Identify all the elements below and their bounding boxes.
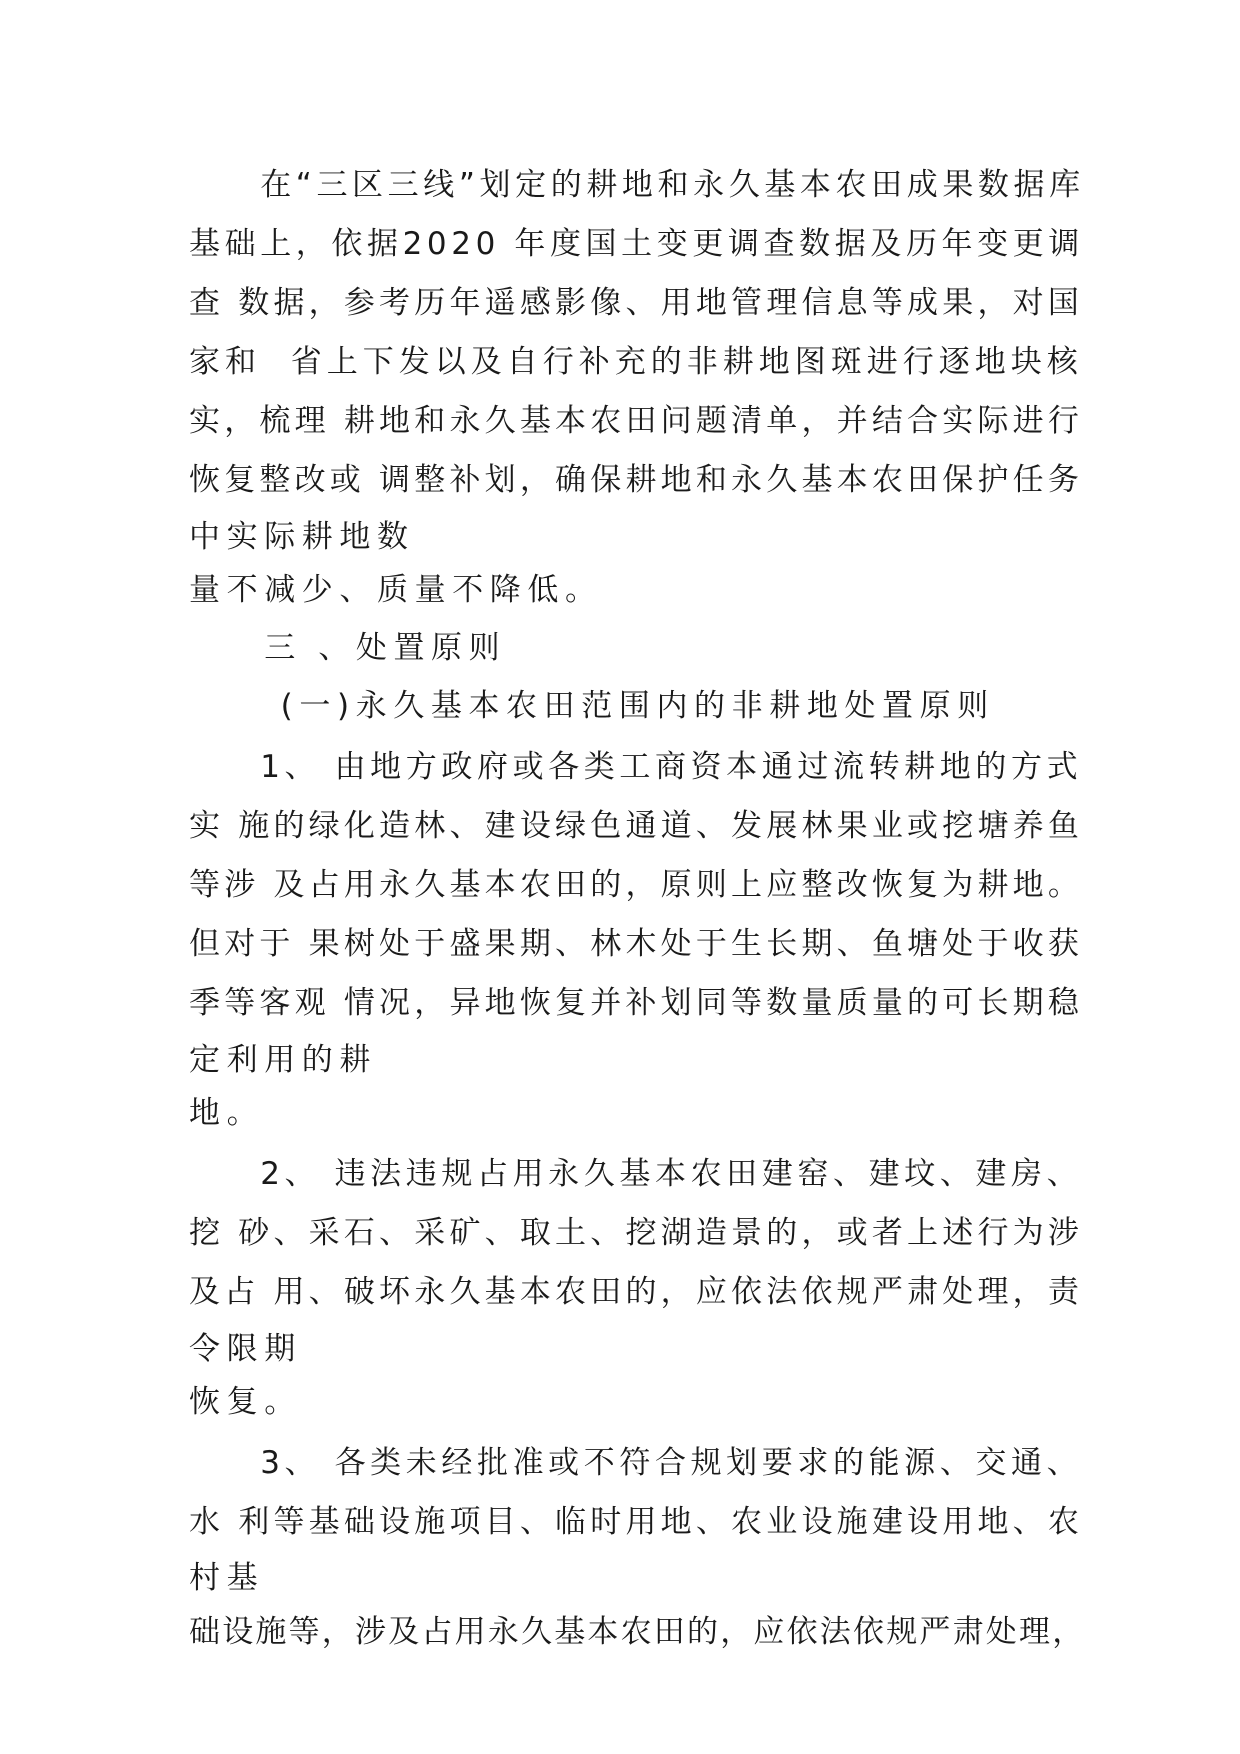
text-line: 但对于 果树处于盛果期、林木处于生长期、鱼塘处于收获 — [189, 926, 1084, 962]
text-line: 1、 由地方政府或各类工商资本通过流转耕地的方式 — [189, 749, 1083, 785]
text-line: 恢复整改或 调整补划，确保耕地和永久基本农田保护任务 — [189, 462, 1084, 498]
text-line: 基础上，依据2020 年度国土变更调查数据及历年变更调 — [189, 226, 1084, 262]
text-line: 定利用的耕 — [189, 1042, 377, 1078]
text-line: 挖 砂、采石、采矿、取土、挖湖造景的，或者上述行为涉 — [189, 1215, 1084, 1251]
section-heading: 三 、处置原则 — [189, 630, 507, 666]
text-line: 实 施的绿化造林、建设绿色通道、发展林果业或挖塘养鱼 — [189, 808, 1084, 844]
text-line: 令限期 — [189, 1331, 302, 1367]
subsection-heading: (一)永久基本农田范围内的非耕地处置原则 — [189, 688, 995, 724]
text-line: 及占 用、破坏永久基本农田的，应依法依规严肃处理，责 — [189, 1274, 1084, 1310]
text-line: 在“三区三线”划定的耕地和永久基本农田成果数据库 — [189, 167, 1085, 203]
text-line: 村基 — [189, 1560, 265, 1596]
text-line: 家和 省上下发以及自行补充的非耕地图斑进行逐地块核 — [189, 344, 1083, 380]
text-line: 地。 — [189, 1095, 265, 1131]
text-line: 查 数据，参考历年遥感影像、用地管理信息等成果，对国 — [189, 285, 1084, 321]
text-line: 等涉 及占用永久基本农田的，原则上应整改恢复为耕地。 — [189, 867, 1084, 903]
text-line: 水 利等基础设施项目、临时用地、农业设施建设用地、农 — [189, 1504, 1084, 1540]
text-line: 础设施等，涉及占用永久基本农田的，应依法依规严肃处理， — [189, 1614, 1086, 1650]
text-line: 实，梳理 耕地和永久基本农田问题清单，并结合实际进行 — [189, 403, 1084, 439]
text-line: 季等客观 情况，异地恢复并补划同等数量质量的可长期稳 — [189, 985, 1084, 1021]
text-line: 量不减少、质量不降低。 — [189, 572, 603, 608]
text-line: 恢复。 — [189, 1384, 302, 1420]
text-line: 中实际耕地数 — [189, 519, 415, 555]
text-line: 3、 各类未经批准或不符合规划要求的能源、交通、 — [189, 1445, 1083, 1481]
text-line: 2、 违法违规占用永久基本农田建窑、建坟、建房、 — [189, 1156, 1083, 1192]
